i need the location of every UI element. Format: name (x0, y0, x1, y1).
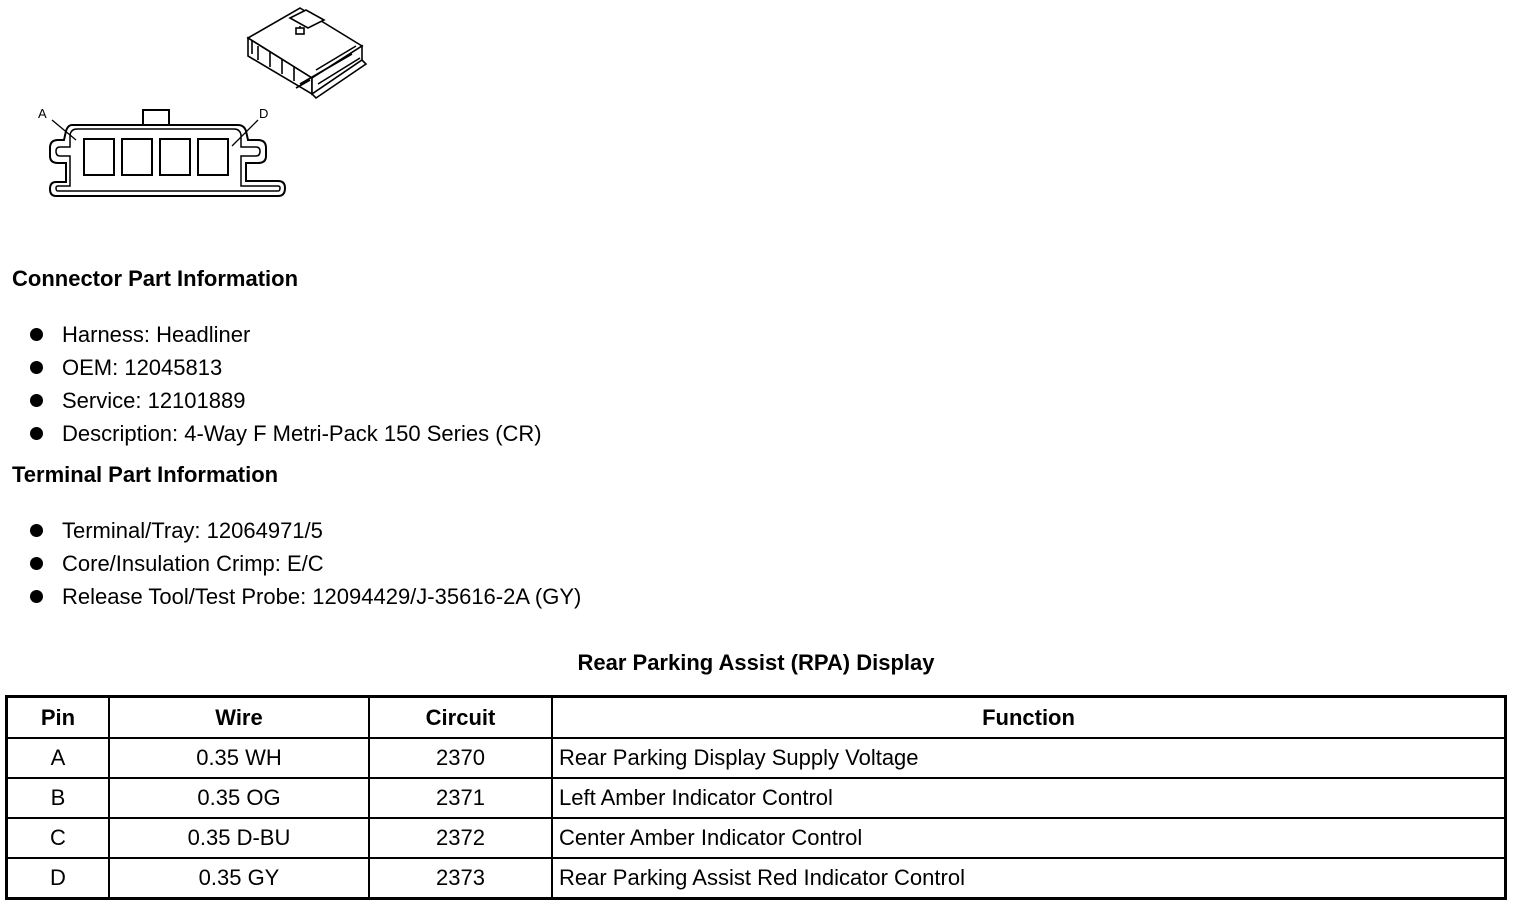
header-function: Function (552, 697, 1506, 739)
list-item: Core/Insulation Crimp: E/C (28, 547, 581, 580)
connector-info-list (28, 318, 542, 450)
list-item: Service: 12101889 (28, 384, 542, 417)
bullet-icon (30, 557, 43, 570)
bullet-icon (30, 524, 43, 537)
connector-diagram (0, 0, 400, 220)
header-pin: Pin (7, 697, 110, 739)
table-row (7, 778, 1506, 818)
table-row (7, 858, 1506, 899)
cavity-a (84, 139, 114, 175)
cell-circuit: 2373 (369, 858, 552, 899)
cell-wire: 0.35 D-BU (109, 818, 369, 858)
cell-function: Rear Parking Assist Red Indicator Control (552, 858, 1506, 899)
cell-pin: B (7, 778, 110, 818)
cell-function: Rear Parking Display Supply Voltage (552, 738, 1506, 778)
pinout-table (5, 695, 1507, 900)
list-item: Release Tool/Test Probe: 12094429/J-35616-2A (GY) (28, 580, 581, 613)
cell-circuit: 2370 (369, 738, 552, 778)
cell-function: Left Amber Indicator Control (552, 778, 1506, 818)
bullet-icon (30, 394, 43, 407)
list-item: Description: 4-Way F Metri-Pack 150 Series (CR) (28, 417, 542, 450)
cell-pin: C (7, 818, 110, 858)
table-title: Rear Parking Assist (RPA) Display (577, 650, 935, 675)
header-wire: Wire (109, 697, 369, 739)
cell-circuit: 2372 (369, 818, 552, 858)
list-item: Harness: Headliner (28, 318, 542, 351)
cavity-d (198, 139, 228, 175)
table-row (7, 818, 1506, 858)
cell-wire: 0.35 GY (109, 858, 369, 899)
cell-pin: D (7, 858, 110, 899)
bullet-icon (30, 590, 43, 603)
table-header-row (7, 697, 1506, 739)
connector-info-heading: Connector Part Information (12, 266, 299, 291)
terminal-info-list (28, 514, 581, 613)
list-item: OEM: 12045813 (28, 351, 542, 384)
bullet-icon (30, 361, 43, 374)
cell-function: Center Amber Indicator Control (552, 818, 1506, 858)
terminal-info-heading: Terminal Part Information (12, 462, 279, 487)
cell-wire: 0.35 WH (109, 738, 369, 778)
pin-label-a: A (38, 106, 47, 121)
table-row (7, 738, 1506, 778)
cell-pin: A (7, 738, 110, 778)
cell-wire: 0.35 OG (109, 778, 369, 818)
connector-front-view (50, 110, 285, 196)
cell-circuit: 2371 (369, 778, 552, 818)
bullet-icon (30, 328, 43, 341)
bullet-icon (30, 427, 43, 440)
list-item: Terminal/Tray: 12064971/5 (28, 514, 581, 547)
cavity-c (160, 139, 190, 175)
cavity-b (122, 139, 152, 175)
pin-label-d: D (259, 106, 269, 121)
connector-isometric-icon (248, 8, 366, 98)
header-circuit: Circuit (369, 697, 552, 739)
